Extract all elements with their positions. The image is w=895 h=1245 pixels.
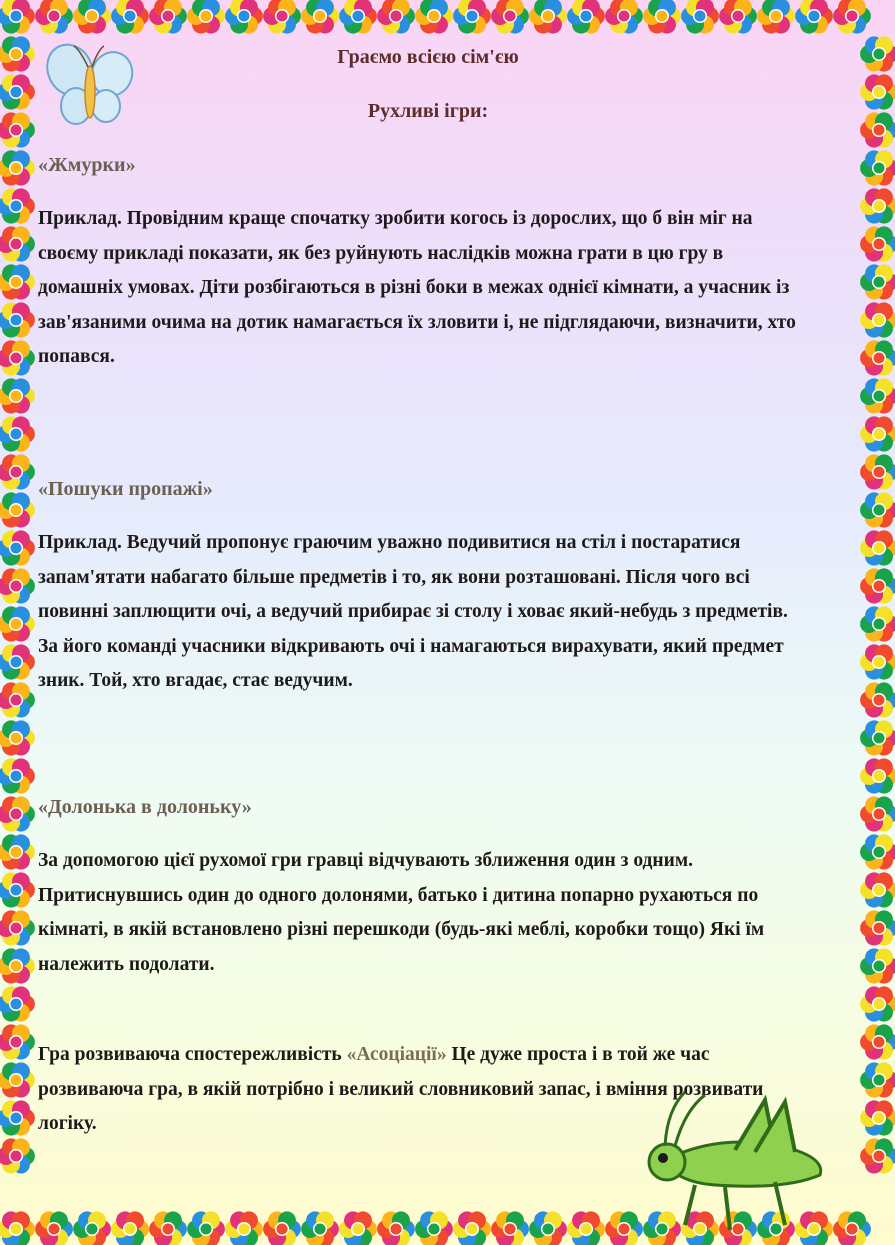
section-heading: «Жмурки» [38,154,136,176]
page-subtitle: Рухливі ігри: [367,100,489,122]
grasshopper-icon [625,1090,855,1245]
section-text: За допомогою цієї рухомої гри гравці відчувають зближення один з одним. Притиснувшись один до одного долонями, батько і дитина попарно рухаються по кімнаті, в якій встановлено різні перешкоди (будь-які меблі, коробки тощо) Які їм належить подолати. [38,850,765,975]
section-text: Приклад. Ведучий пропонує граючим уважно подивитися на стіл і постаратися запам'ятати набагато більше предметів і то, як вони розташовані. Після чого всі повинні заплющити очі, а ведучий прибирає зі столу і ховає який-небудь з предметів. За його команді учасники відкривають очі і намагаються вирахувати, який предмет зник. Той, хто вгадає, стає ведучим. [38,532,788,691]
page-title: Граємо всією сім'єю [337,46,519,68]
final-prefix: Гра розвиваюча спостережливість [38,1044,347,1065]
section-heading: «Пошуки пропажі» [38,478,213,500]
section-heading: «Долонька в долоньку» [38,796,252,818]
game-name: «Асоціації» [346,1044,447,1065]
section-text: Приклад. Провідним краще спочатку зробити когось із дорослих, що б він міг на своєму прикладі показати, як без руйнують наслідків можна грати в цю гру в домашніх умовах. Діти розбігаються в різні боки в межах однієї кімнати, а учасник із зав'язаними очима на дотик намагається їх зловити і, не підглядаючи, визначити, хто попався. [38,208,796,367]
final-suffix: Це дуже проста і в той же час розвиваюча гра, в якій потрібно і великий словниковий запас, і вміння розвивати логіку. [38,1044,764,1134]
